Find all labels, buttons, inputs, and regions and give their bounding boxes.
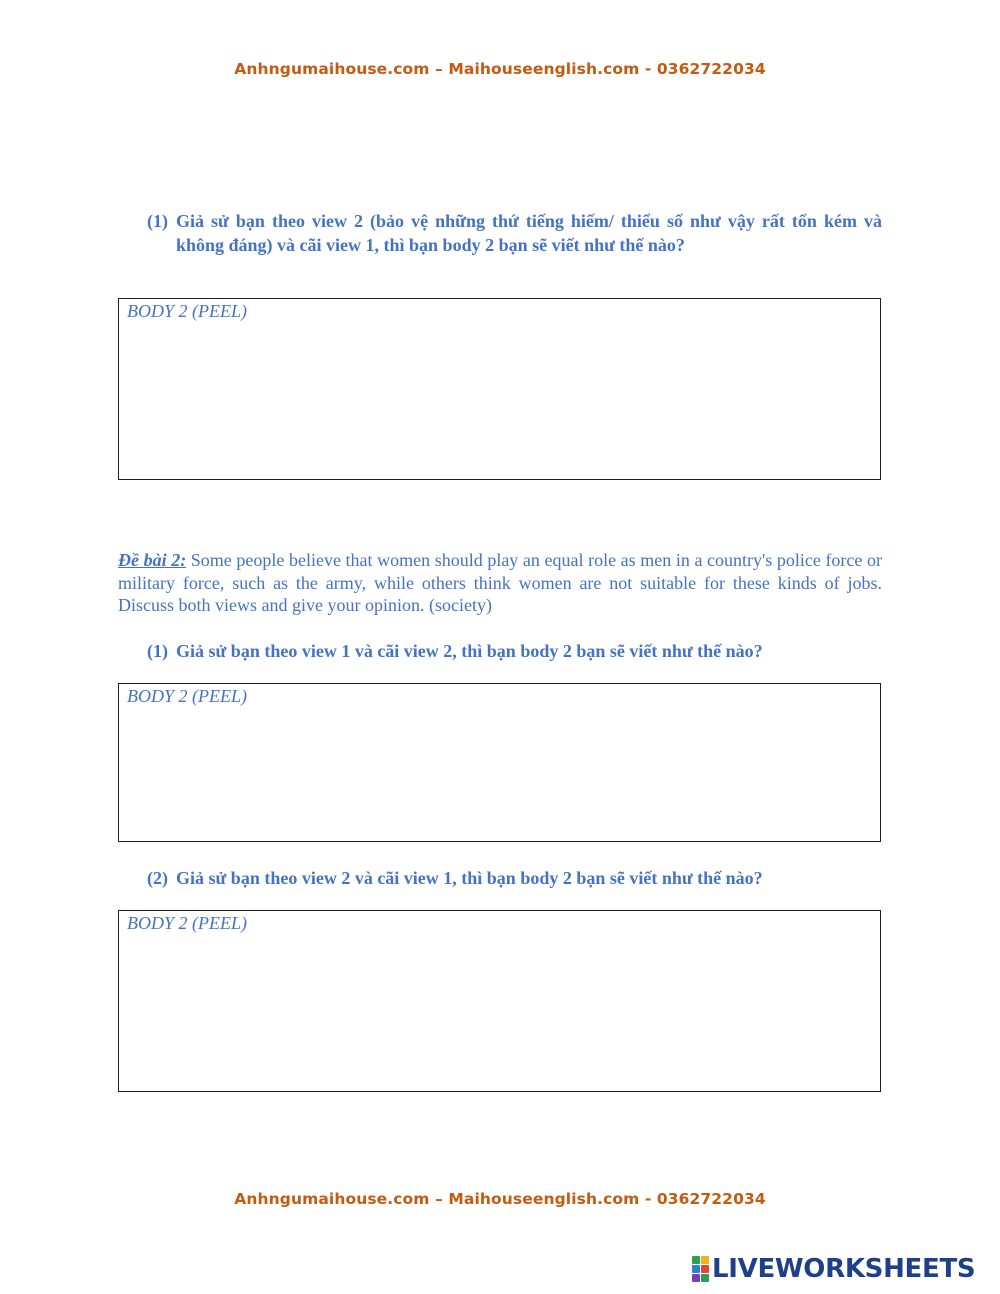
- answer-box-label: BODY 2 (PEEL): [127, 301, 247, 321]
- answer-input-2[interactable]: [119, 710, 880, 841]
- answer-box-label: BODY 2 (PEEL): [127, 686, 247, 706]
- liveworksheets-logo-icon: [692, 1256, 709, 1282]
- page-footer: Anhngumaihouse.com – Maihouseenglish.com - 0362722034: [234, 1190, 766, 1208]
- page-header: Anhngumaihouse.com – Maihouseenglish.com - 0362722034: [234, 60, 766, 78]
- logo-square: [701, 1265, 709, 1273]
- prompt-text: Some people believe that women should play an equal role as men in a country's police force or military force, such as the army, while others think women are not suitable for these kinds of jobs. Discuss both views and give your opinion. (society): [118, 550, 883, 615]
- liveworksheets-logo-text: LIVEWORKSHEETS: [712, 1254, 976, 1284]
- answer-box-label: BODY 2 (PEEL): [127, 913, 247, 933]
- logo-square: [692, 1274, 700, 1282]
- question-number: (1): [147, 641, 168, 661]
- question-text: Giả sử bạn theo view 2 và cãi view 1, thì bạn body 2 bạn sẽ viết như thế nào?: [176, 868, 763, 888]
- logo-square: [692, 1265, 700, 1273]
- question-2-2: [147, 866, 882, 890]
- answer-input-1[interactable]: [119, 325, 880, 479]
- liveworksheets-logo: [692, 1254, 975, 1284]
- question-text: Giả sử bạn theo view 2 (bảo vệ những thứ tiếng hiếm/ thiểu số như vậy rất tốn kém và không đáng) và cãi view 1, thì bạn body 2 bạn sẽ viết như thế nào?: [176, 211, 882, 255]
- answer-box-1[interactable]: [118, 298, 881, 480]
- logo-square: [701, 1274, 709, 1282]
- question-2-1: [147, 639, 882, 663]
- essay-prompt: [118, 549, 882, 617]
- logo-square: [701, 1256, 709, 1264]
- question-number: (1): [147, 211, 168, 231]
- answer-input-3[interactable]: [119, 937, 880, 1091]
- prompt-label: Đề bài 2:: [118, 550, 187, 570]
- question-1: [147, 209, 882, 257]
- answer-box-3[interactable]: [118, 910, 881, 1092]
- answer-box-2[interactable]: [118, 683, 881, 842]
- logo-square: [692, 1256, 700, 1264]
- question-number: (2): [147, 868, 168, 888]
- question-text: Giả sử bạn theo view 1 và cãi view 2, thì bạn body 2 bạn sẽ viết như thế nào?: [176, 641, 763, 661]
